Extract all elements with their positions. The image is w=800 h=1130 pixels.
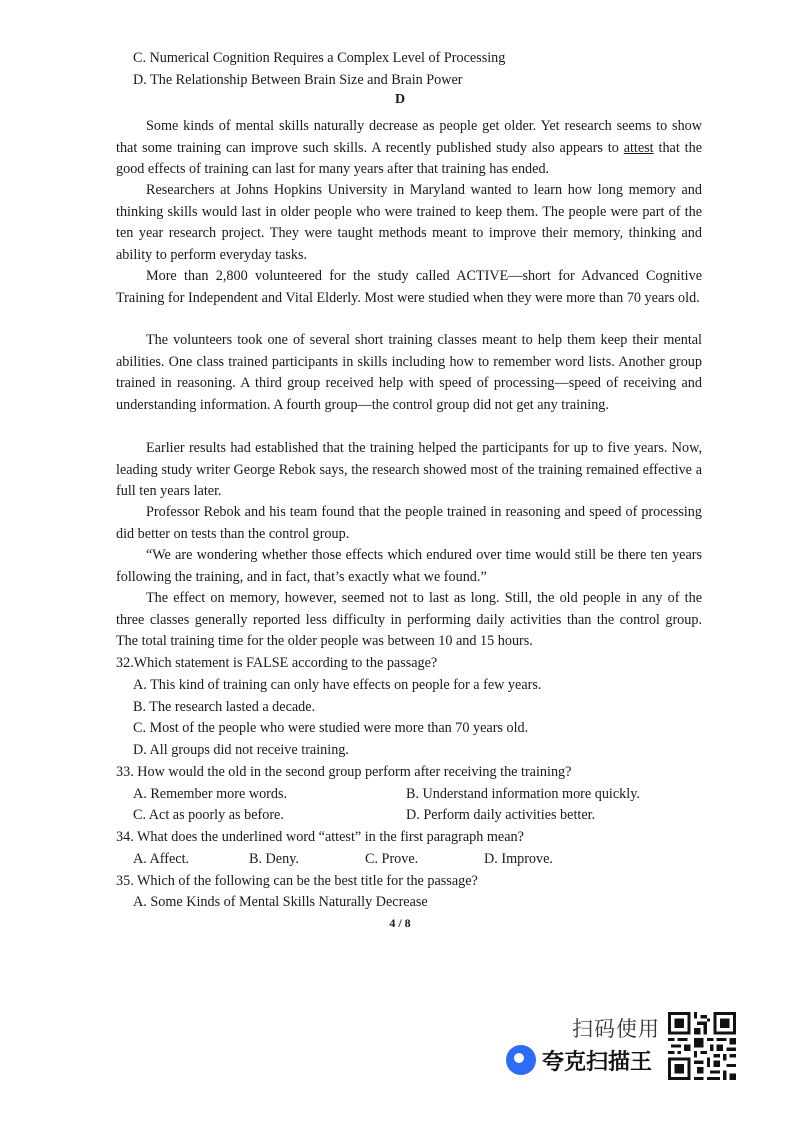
passage-paragraph-7: “We are wondering whether those effects which endured over time would still be there ten years following the training, and in fact, that’s exactly what we found.” [116,547,702,585]
qr-code-icon [668,1012,736,1080]
q33-option-b: B. Understand information more quickly. [406,786,640,802]
passage-paragraph-6: Professor Rebok and his team found that the people trained in reasoning and speed of processing did better on tests than the control group. [116,504,702,542]
scanner-brand [506,1043,652,1077]
brand-name: 夸克扫描王 [542,1049,653,1075]
question-34-stem: 34. What does the underlined word “attest” in the first paragraph mean? [116,829,524,845]
question-32-stem: 32.Which statement is FALSE according to the passage? [116,655,438,671]
page-number: 4 / 8 [389,916,411,930]
passage-paragraph-2: Researchers at Johns Hopkins University in Maryland wanted to learn how long memory and thinking skills would last in older people who were trained to keep them. The people were part of the ten year research project. They were taught methods meant to improve their memory, thinking and ability to perform everyday tasks. [116,182,702,263]
underlined-word-attest: attest [623,139,654,156]
q32-option-c: C. Most of the people who were studied were more than 70 years old. [133,720,529,736]
prev-option-d: D. The Relationship Between Brain Size and Brain Power [133,72,463,88]
question-33-stem: 33. How would the old in the second group perform after receiving the training? [116,764,572,780]
question-35-stem: 35. Which of the following can be the best title for the passage? [116,873,478,889]
passage-paragraph-5: Earlier results had established that the training helped the participants for up to five years. Now, leading study writer George Rebok says, the research showed most of the training remained effective a full ten years later. [116,440,702,500]
passage-paragraph-3: More than 2,800 volunteered for the study called ACTIVE—short for Advanced Cognitive Training for Independent and Vital Elderly. Most were studied when they were more than 70 years old. [116,268,702,306]
quark-logo-icon [506,1045,536,1075]
q35-option-a: A. Some Kinds of Mental Skills Naturally Decrease [133,894,428,910]
q34-option-a: A. Affect. [133,851,190,867]
q32-option-b: B. The research lasted a decade. [133,699,316,715]
passage-paragraph-8: The effect on memory, however, seemed not to last as long. Still, the old people in any of the three classes generally reported less difficulty in performing daily activities than the control group. The total training time for the older people was between 10 and 15 hours. [116,590,702,650]
q32-option-d: D. All groups did not receive training. [133,742,349,758]
q33-option-a: A. Remember more words. [133,786,288,802]
prev-option-c: C. Numerical Cognition Requires a Complex Level of Processing [133,50,506,66]
q32-option-a: A. This kind of training can only have effects on people for a few years. [133,677,542,693]
q33-option-c: C. Act as poorly as before. [133,807,284,823]
q34-option-b: B. Deny. [249,851,299,867]
scan-to-use-label: 扫码使用 [572,1017,660,1041]
passage-paragraph-4: The volunteers took one of several short training classes meant to help them keep their mental abilities. One class trained participants in skills including how to remember word lists. Another group trained in reasoning. A third group received help with speed of processing—speed of receiving and understanding information. A fourth group—the control group did not get any training. [116,332,702,413]
section-label: D [394,92,406,107]
q34-option-d: D. Improve. [484,851,553,867]
q33-option-d: D. Perform daily activities better. [406,807,596,823]
passage-paragraph-1: Some kinds of mental skills naturally decrease as people get older. Yet research seems to show that some training can improve such skills. A recently published study also appears to attest that the good effects of training can last for many years after that training has ended. [116,118,703,178]
q34-option-c: C. Prove. [365,851,419,867]
